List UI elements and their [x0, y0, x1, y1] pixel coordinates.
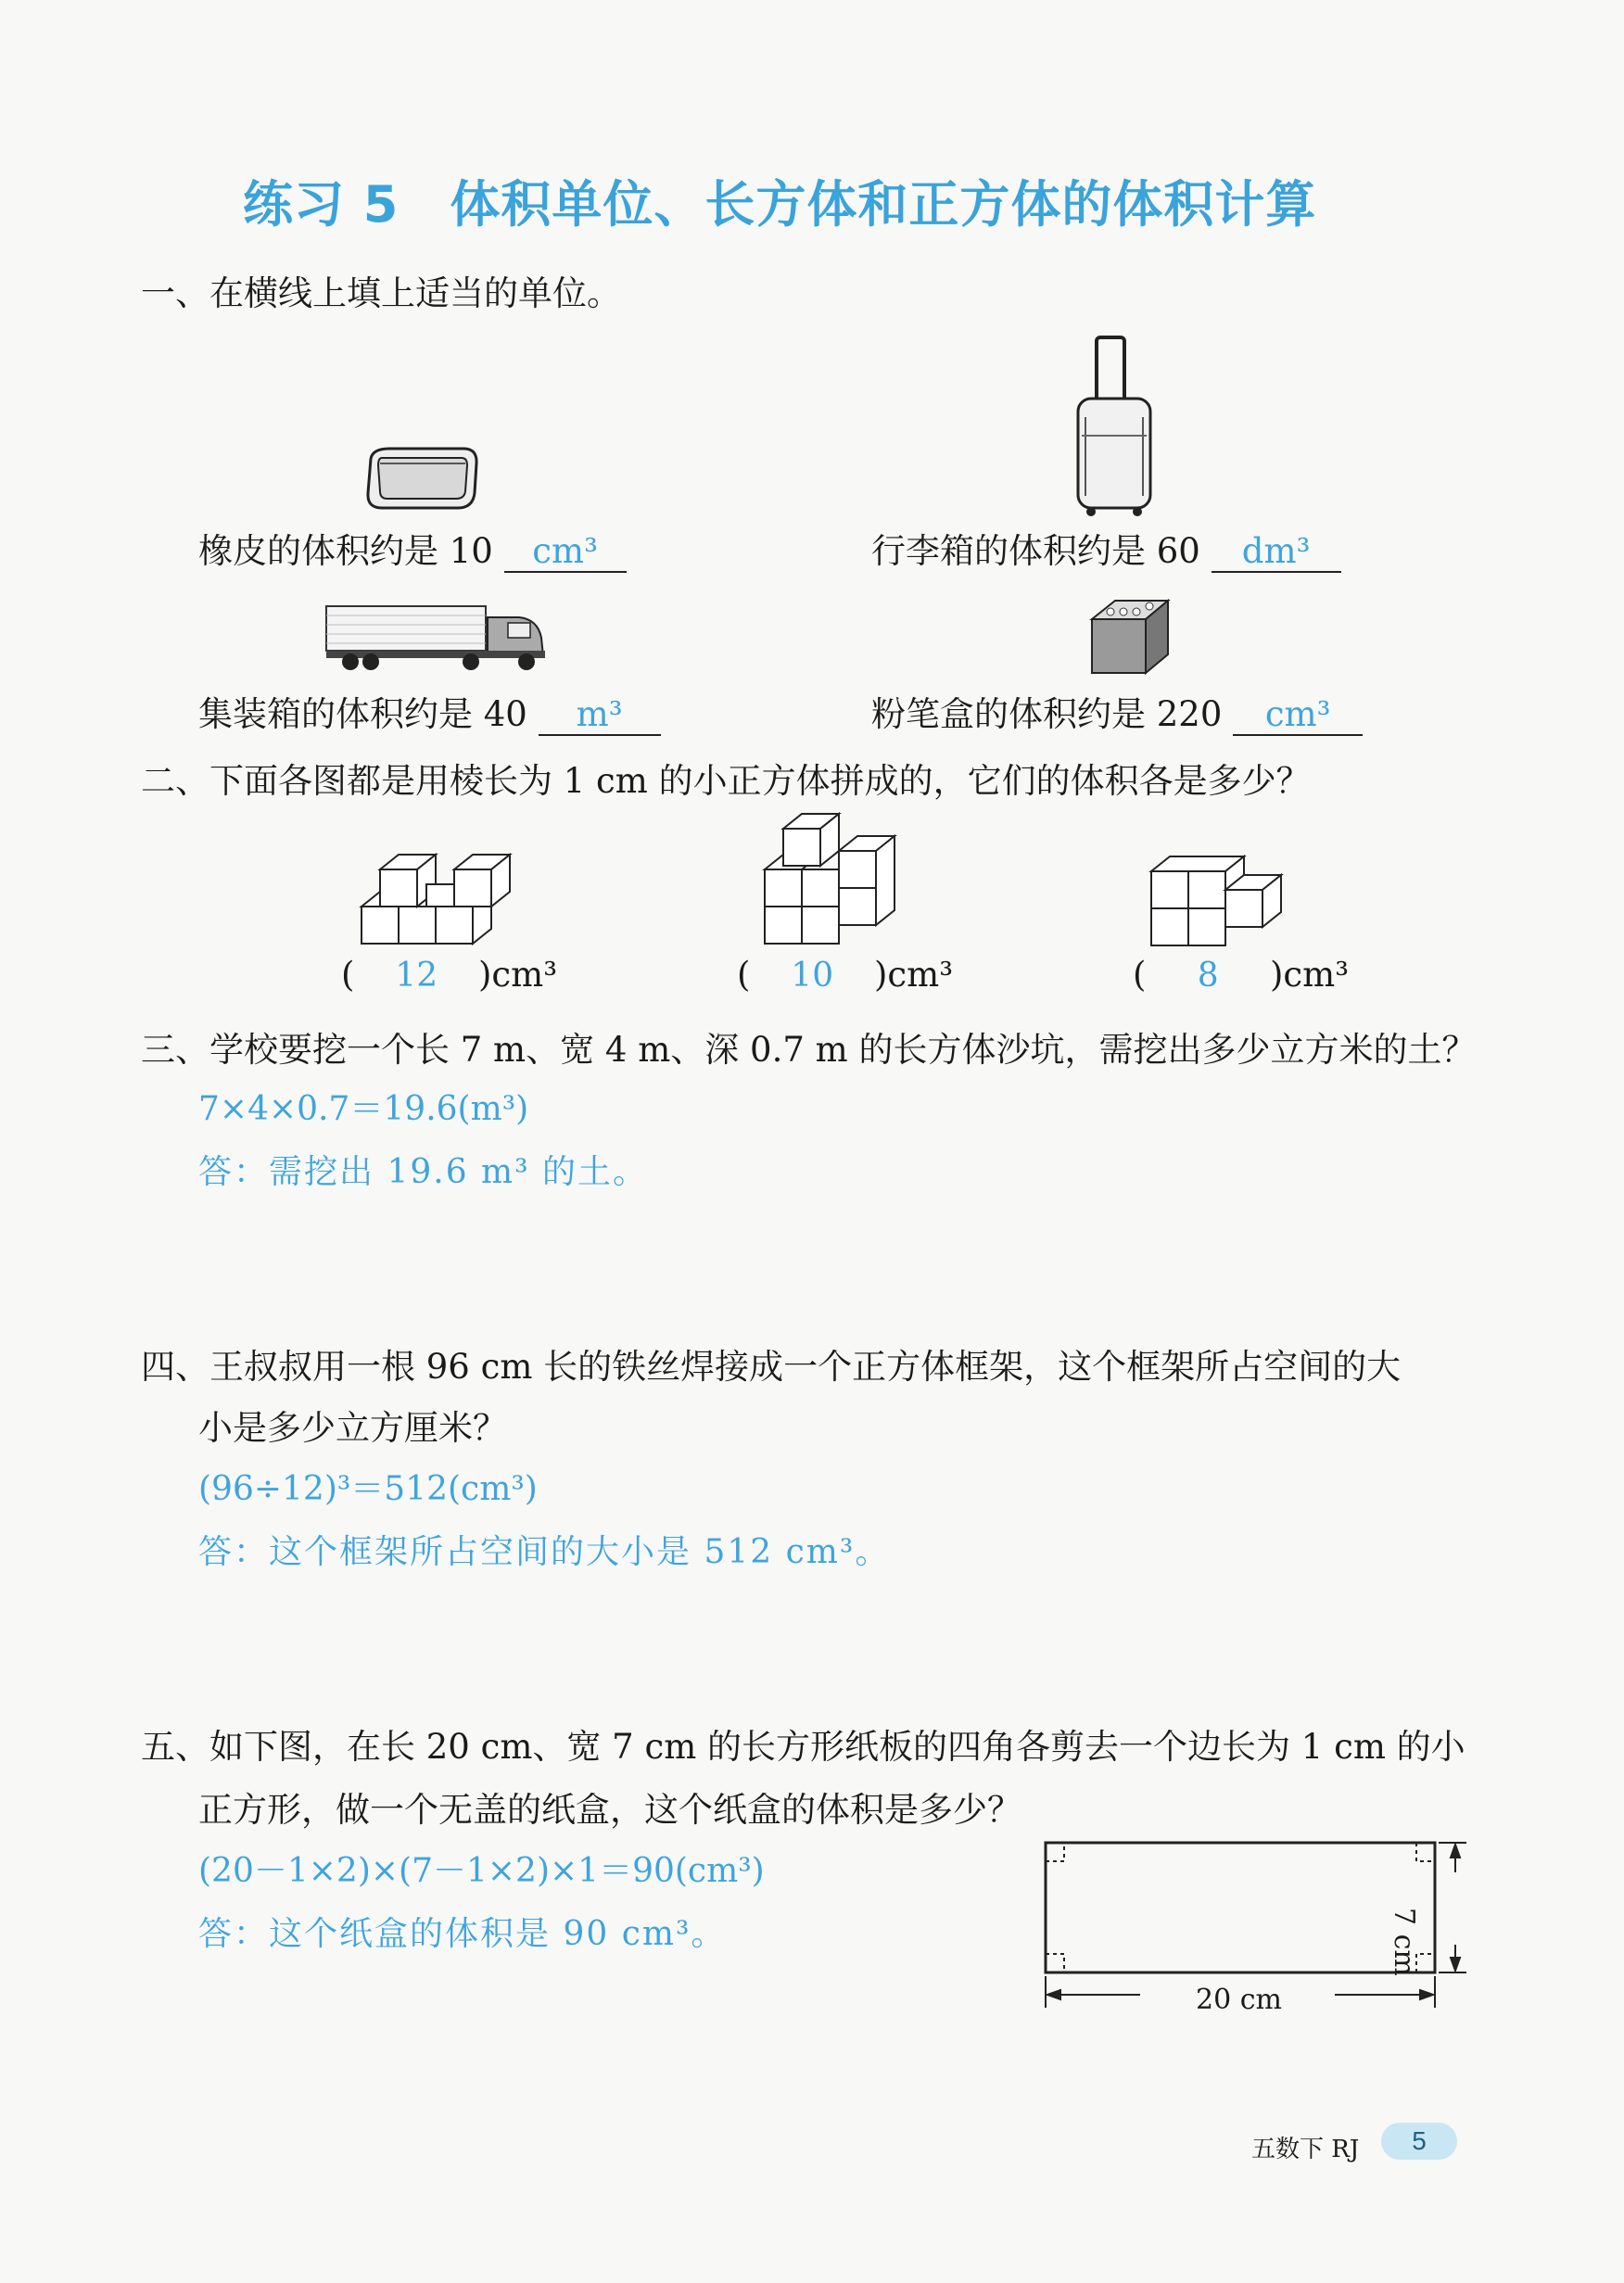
truck-icon	[323, 597, 550, 673]
q2-answer-3-value: 8	[1197, 957, 1219, 995]
q4-heading-line1: 四、王叔叔用一根 96 cm 长的铁丝焊接成一个正方体框架，这个框架所占空间的大	[141, 1347, 1402, 1387]
q4-answer: 答：这个框架所占空间的大小是 512 cm³。	[198, 1533, 891, 1571]
chalk-box-icon	[1083, 593, 1180, 677]
q5-heading-line2: 正方形，做一个无盖的纸盒，这个纸盒的体积是多少？	[198, 1790, 1021, 1830]
q1-suitcase-text: 行李箱的体积约是 60	[871, 531, 1200, 571]
q1-truck-text: 集装箱的体积约是 40	[198, 694, 527, 734]
q3-work: 7×4×0.7＝19.6(m³)	[198, 1090, 529, 1128]
diagram-width-label: 7 cm	[1388, 1908, 1420, 1976]
q5-work: (20－1×2)×(7－1×2)×1＝90(cm³)	[198, 1852, 765, 1890]
q1-eraser-answer: cm³	[504, 531, 627, 573]
paren-open: (	[737, 955, 751, 995]
q2-answer-3	[1133, 955, 1349, 995]
diagram-length-label: 20 cm	[1196, 1984, 1282, 2016]
q5-heading-line1: 五、如下图，在长 20 cm、宽 7 cm 的长方形纸板的四角各剪去一个边长为 1 cm 的小	[141, 1727, 1465, 1767]
footer-book: 五数下 RJ	[1251, 2136, 1360, 2163]
q2-unit: cm³	[491, 955, 558, 995]
suitcase-icon	[1071, 334, 1159, 519]
q2-answer-2	[737, 955, 953, 995]
q4-work: (96÷12)³＝512(cm³)	[198, 1470, 538, 1508]
q1-item-eraser	[198, 523, 627, 573]
q1-suitcase-answer: dm³	[1212, 531, 1341, 573]
q3-answer: 答：需挖出 19.6 m³ 的土。	[198, 1153, 649, 1191]
q1-truck-answer: m³	[539, 694, 661, 736]
page-title: 练习 5 体积单位、长方体和正方体的体积计算	[243, 175, 1317, 234]
q1-chalk-text: 粉笔盒的体积约是 220	[871, 694, 1223, 734]
q1-item-suitcase	[871, 523, 1341, 573]
cube-figure-1	[352, 834, 528, 955]
paren-open: (	[1133, 955, 1147, 995]
q1-chalk-answer: cm³	[1233, 694, 1363, 736]
q2-answer-1	[341, 955, 557, 995]
cube-figure-3	[1142, 838, 1300, 958]
paren-close: )	[477, 955, 492, 995]
q2-unit: cm³	[1283, 955, 1350, 995]
q1-item-chalk	[871, 686, 1363, 736]
q2-heading: 二、下面各图都是用棱长为 1 cm 的小正方体拼成的，它们的体积各是多少？	[141, 761, 1311, 801]
page-number: 5	[1381, 2123, 1457, 2160]
paren-close: )	[1269, 955, 1284, 995]
q3-heading: 三、学校要挖一个长 7 m、宽 4 m、深 0.7 m 的长方体沙坑，需挖出多少立方米的土？	[141, 1030, 1477, 1070]
paren-open: (	[341, 955, 355, 995]
q1-item-truck	[198, 686, 661, 736]
paren-close: )	[873, 955, 888, 995]
cube-figure-2	[755, 808, 922, 957]
q2-unit: cm³	[887, 955, 954, 995]
q5-answer: 答：这个纸盒的体积是 90 cm³。	[198, 1915, 727, 1953]
q2-answer-1-value: 12	[395, 957, 438, 995]
q1-heading: 一、在横线上填上适当的单位。	[141, 273, 621, 313]
q1-eraser-text: 橡皮的体积约是 10	[198, 531, 493, 571]
q2-answer-2-value: 10	[791, 957, 834, 995]
eraser-icon	[362, 445, 482, 514]
q4-heading-line2: 小是多少立方厘米？	[198, 1408, 507, 1448]
